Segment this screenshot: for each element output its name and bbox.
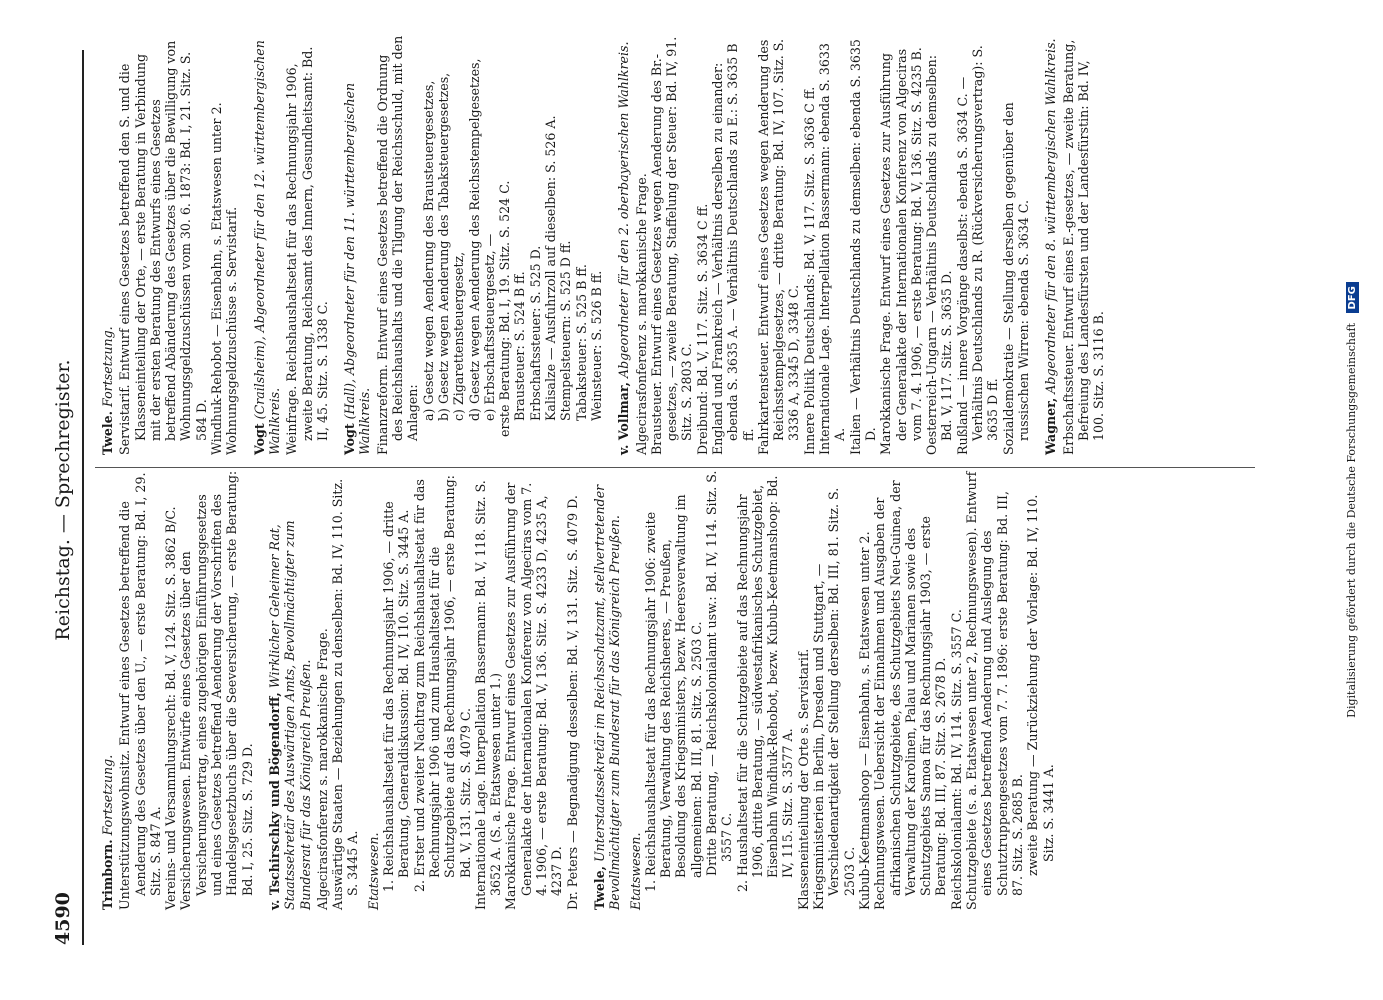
speaker-note: Abgeordneter für den 2. oberbayerischen Wahlkreis. xyxy=(616,41,632,378)
speaker-name: Twele, xyxy=(591,865,607,910)
index-entry: Brausteuer: S. 524 B ff. xyxy=(512,271,528,421)
speaker-note: (Crailsheim), Abgeordneter für den 12. württembergischen Wahlkreis. xyxy=(251,40,282,455)
speaker-entry xyxy=(100,35,115,455)
speaker-note: Wirklicher Geheimer Rat, Staatssekretär des Auswärtigen Amts, Bevollmächtigter zum Bundesrat für das Königreich Preußen. xyxy=(266,520,313,910)
index-entry: Innere Politik Deutschlands: Bd. V, 117. Sitz. S. 3636 C ff. xyxy=(801,86,817,455)
index-entry: Klasseneinteilung der Orte s. Servistarif. xyxy=(795,648,811,910)
speaker-name: Trimborn. xyxy=(100,839,115,910)
index-entry: Schutzgebiete (s. a. Etatswesen unter 2, Rechnungswesen). Entwurf eines Gesetzes betreffend Aenderung und Auslegung des Schutztruppengesetzes vom 7. 7. 1896: erste Beratung: Bd. III, 87. Sitz. S. 2685 B. xyxy=(964,471,1025,910)
index-entry: Reichskolonialamt: Bd. IV, 114. Sitz. S. 3557 C. xyxy=(948,609,964,910)
index-entry: Kalisalze — Ausfuhrzoll auf dieselben: S. 526 A. xyxy=(543,115,559,421)
index-entry: Wohnungsgeldzuschüsse s. Servistarif. xyxy=(224,206,240,455)
speaker-note: Fortsetzung. xyxy=(100,754,115,836)
index-entry: Dritte Beratung, — Reichskolonialamt usw.: Bd. IV, 114. Sitz. S. 3557 C. xyxy=(703,470,735,876)
speaker-name: v. Vollmar, xyxy=(616,382,632,455)
index-entry: 2. Haushaltsetat für die Schutzgebiete auf das Rechnungsjahr 1906, dritte Beratung, — südwestafrikanisches Schutzgebiet, Eisenbahn Windhuk-Rehobot, bezw. Kubub-Keetmanshoop: Bd. IV, 115. Sitz. S. 3577 A. xyxy=(734,475,796,892)
index-entry: a) Gesetz wegen Aenderung des Brausteuergesetzes, xyxy=(420,80,436,421)
index-entry: Italien — Verhältnis Deutschlands zu demselben: ebenda S. 3635 D. xyxy=(847,39,878,455)
index-entry: Marokkanische Frage. Entwurf eines Gesetzes zur Ausführung der Generalakte der Internationalen Konferenz von Algeciras vom 7. 4. 1906, — erste Beratung: Bd. V, 136. Sitz. S. 4233 D, 4235 A, 4237 D. xyxy=(503,482,565,910)
speaker-note: Unterstaatssekretär im Reichsschatzamt, stellvertretender Bevollmächtigter zum Bundesrat für das Königreich Preußen. xyxy=(591,484,623,910)
index-entry: Tabaksteuer: S. 525 B ff. xyxy=(573,264,589,421)
index-entry: Internationale Lage. Interpellation Bassermann: ebenda S. 3633 A. xyxy=(817,43,848,455)
index-entry: Stempelsteuern: S. 525 D ff. xyxy=(558,240,574,421)
page-title: Reichstag. — Sprechregister. xyxy=(52,359,74,641)
dfg-logo: DFG xyxy=(1346,282,1359,313)
index-entry: Weinsteuer: S. 526 B ff. xyxy=(588,270,604,421)
index-entry: Servistarif. Entwurf eines Gesetzes betreffend den S. und die Klasseneinteilung der Orte, — erste Beratung in Verbindung mit der ersten Beratung des Entwurfs eines Gesetzes betreffend Abänderung des Gesetzes über die Bewilligung von Wohnungsgeldzuschüssen vom 30. 6. 1873: Bd. I, 21. Sitz. S. 584 D. xyxy=(117,40,209,455)
index-entry: erste Beratung: Bd. I, 19. Sitz. S. 524 C. xyxy=(497,180,513,437)
index-entry: Algecirasfonferenz s. marokkanische Frage. xyxy=(314,628,330,910)
index-entry: Algecirasfonferenz s. marokkanische Frage. xyxy=(633,173,649,455)
index-entry: Dreibund: Bd. V, 117. Sitz. S. 3634 C ff. xyxy=(694,203,710,455)
index-entry: zweite Beratung — Zurückziehung der Vorlage: Bd. IV, 110. Sitz. S. 3441 A. xyxy=(1025,494,1056,876)
speaker-entry xyxy=(1043,35,1058,455)
index-entry: 1. Reichshaushaltsetat für das Rechnungsjahr 1906: zweite Beratung, Verwaltung des Reichsheeres, — Preußen, Besoldung des Kriegsministers, bezw. Heeresverwaltung im allgemeinen: Bd. III, 81. Sitz. S. 2503 C. xyxy=(642,494,704,892)
speaker-name: v. Tschirschky und Bögendorff, xyxy=(266,692,282,910)
running-header xyxy=(52,55,78,945)
index-entry: Kubub-Keetmanshoop — Eisenbahn, s. Etatswesen unter 2. xyxy=(856,531,872,910)
index-entry: Auswärtige Staaten — Beziehungen zu denselben: Bd. IV, 110. Sitz. S. 3445 A. xyxy=(330,478,361,910)
speaker-name: Vogt xyxy=(251,423,267,455)
speaker-name: Twele. xyxy=(100,410,115,455)
index-entry: Windhuk-Rehobot — Eisenbahn, s. Etatswesen unter 2. xyxy=(209,102,225,455)
speaker-name: Vogt xyxy=(342,423,358,455)
column-divider xyxy=(95,467,1255,468)
subsection-heading: Etatswesen. xyxy=(365,832,381,910)
index-entry: England und Frankreich — Verhältnis derselben zu einander: ebenda S. 3635 A. — Verhältnis Deutschlands zu E.: S. 3635 B ff. xyxy=(709,43,756,455)
speaker-entry xyxy=(616,35,631,455)
page-number: 4590 xyxy=(52,892,74,945)
digitization-footer xyxy=(1345,0,1367,1000)
index-entry: e) Erbschaftssteuergesetz, — xyxy=(481,233,497,421)
index-entry: Sozialdemokratie — Stellung derselben gegenüber den russischen Wirren: ebenda S. 3634 C. xyxy=(1000,102,1031,455)
left-column xyxy=(100,470,1056,910)
index-entry: Unterstützungswohnsitz. Entwurf eines Gesetzes betreffend die Aenderung des Gesetzes über den U., — erste Beratung: Bd. I, 29. Sitz. S. 847 A. xyxy=(117,472,163,910)
index-entry: Marokkanische Frage. Entwurf eines Gesetzes zur Ausführung der Generalakte der Internationalen Konferenz von Algeciras vom 7. 4. 1906, — erste Beratung: Bd. V, 136. Sitz. S. 4235 B. xyxy=(878,47,924,455)
speaker-note: (Hall), Abgeordneter für den 11. württembergischen Wahlkreis. xyxy=(342,82,373,455)
index-entry: Erbschaftssteuer: S. 525 D. xyxy=(527,245,543,421)
index-entry: Internationale Lage. Interpellation Bassermann: Bd. V, 118. Sitz. S. 3652 A. (S. a. Etatswesen unter 1.) xyxy=(472,480,504,910)
index-entry: d) Gesetz wegen Aenderung des Reichsstempelgesetzes, xyxy=(466,58,482,421)
index-entry: Kriegsministerien in Berlin, Dresden und Stuttgart, — Verschiedenartigkeit der Stellung derselben: Bd. III, 81. Sitz. S. 2503 C. xyxy=(811,487,857,910)
index-entry: Vereins- und Versammlungsrecht: Bd. V, 124. Sitz. S. 3862 B/C. xyxy=(163,506,179,910)
speaker-entry xyxy=(342,35,373,455)
index-entry: Erbschaftssteuer. Entwurf eines E.-gesetzes, — zweite Beratung, Befreiung des Landesfürsten und der Landesfürstin: Bd. IV, 100. Sitz. S. 3116 B. xyxy=(1060,39,1107,455)
subsection-heading: Etatswesen. xyxy=(627,832,643,910)
index-entry: Oesterreich-Ungarn — Verhältnis Deutschlands zu demselben: Bd. V, 117. Sitz. S. 3635 D. xyxy=(924,55,955,455)
right-column xyxy=(100,35,1106,455)
speaker-entry xyxy=(592,470,623,910)
index-entry: Weinfrage. Reichshaushaltsetat für das Rechnungsjahr 1906, zweite Beratung, Reichsamt des Innern, Gesundheitsamt: Bd. II, 45. Sitz. S. 1338 C. xyxy=(284,46,330,455)
index-entry: Fahrkartensteuer. Entwurf eines Gesetzes wegen Aenderung des Reichsstempelgesetzes, — dritte Beratung: Bd. IV, 107. Sitz. S. 3336 A, 3345 D, 3348 C. xyxy=(755,39,802,455)
speaker-name: Wagner, xyxy=(1043,397,1059,455)
speaker-entry xyxy=(100,470,115,910)
index-entry: Dr. Peters — Begnadigung desselben: Bd. V, 131. Sitz. S. 4079 D. xyxy=(564,495,580,910)
index-entry: Versicherungswesen. Entwürfe eines Gesetzes über den Versicherungsvertrag, eines zugehörigen Einführungsgesetzes und eines Gesetzes betreffend Aenderung der Vorschriften des Handelsgesetzbuchs über die Seeversicherung, — erste Beratung: Bd. I, 25. Sitz. S. 729 D. xyxy=(178,470,255,910)
index-entry: 2. Erster und zweiter Nachtrag zum Reichshaushaltsetat für das Rechnungsjahr 1906 und zum Haushaltsetat für die Schutzgebiete auf das Rechnungsjahr 1906, — erste Beratung: Bd. V, 131. Sitz. S. 4079 C. xyxy=(411,475,473,892)
index-entry: c) Zigarettensteuergesetz, xyxy=(451,251,467,421)
speaker-entry xyxy=(267,470,313,910)
index-entry: Brausteuer. Entwurf eines Gesetzes wegen Aenderung des Br.-gesetzes, — zweite Beratung, Staffelung der Steuer: Bd. IV, 91. Sitz. S. 2803 C. xyxy=(648,36,695,455)
index-entry: b) Gesetz wegen Aenderung des Tabaksteuergesetzes, xyxy=(435,72,451,421)
speaker-note: Abgeordneter für den 8. württembergischen Wahlkreis. xyxy=(1043,38,1059,394)
index-entry: Finanzreform. Entwurf eines Gesetzes betreffend die Ordnung des Reichshaushalts und die Tilgung der Reichsschuld, mit den Anlagen: xyxy=(374,35,421,455)
speaker-note: Fortsetzung. xyxy=(100,326,115,407)
index-entry: Rußland — innere Vorgänge daselbst: ebenda S. 3634 C. — Verhältnis Deutschlands zu R. (Rückversicherungsvertrag): S. 3635 D ff. xyxy=(954,45,1001,455)
speaker-entry xyxy=(252,35,283,455)
digitization-note: Digitalisierung gefördert durch die Deutsche Forschungsgemeinschaft xyxy=(1345,322,1358,718)
index-entry: Rechnungswesen. Uebersicht der Einnahmen und Ausgaben der afrikanischen Schutzgebiete, des Schutzgebiets Neu-Guinea, der Verwaltung der Karolinen, Palau und Marianen sowie des Schutzgebiets Samoa für das Rechnungsjahr 1903, — erste Beratung: Bd. III, 87. Sitz. S. 2678 D. xyxy=(872,480,949,910)
header-rule xyxy=(82,50,84,945)
index-entry: 1. Reichshaushaltsetat für das Rechnungsjahr 1906, — dritte Beratung, Generaldiskussion: Bd. IV, 110. Sitz. S. 3445 A. xyxy=(381,501,412,892)
